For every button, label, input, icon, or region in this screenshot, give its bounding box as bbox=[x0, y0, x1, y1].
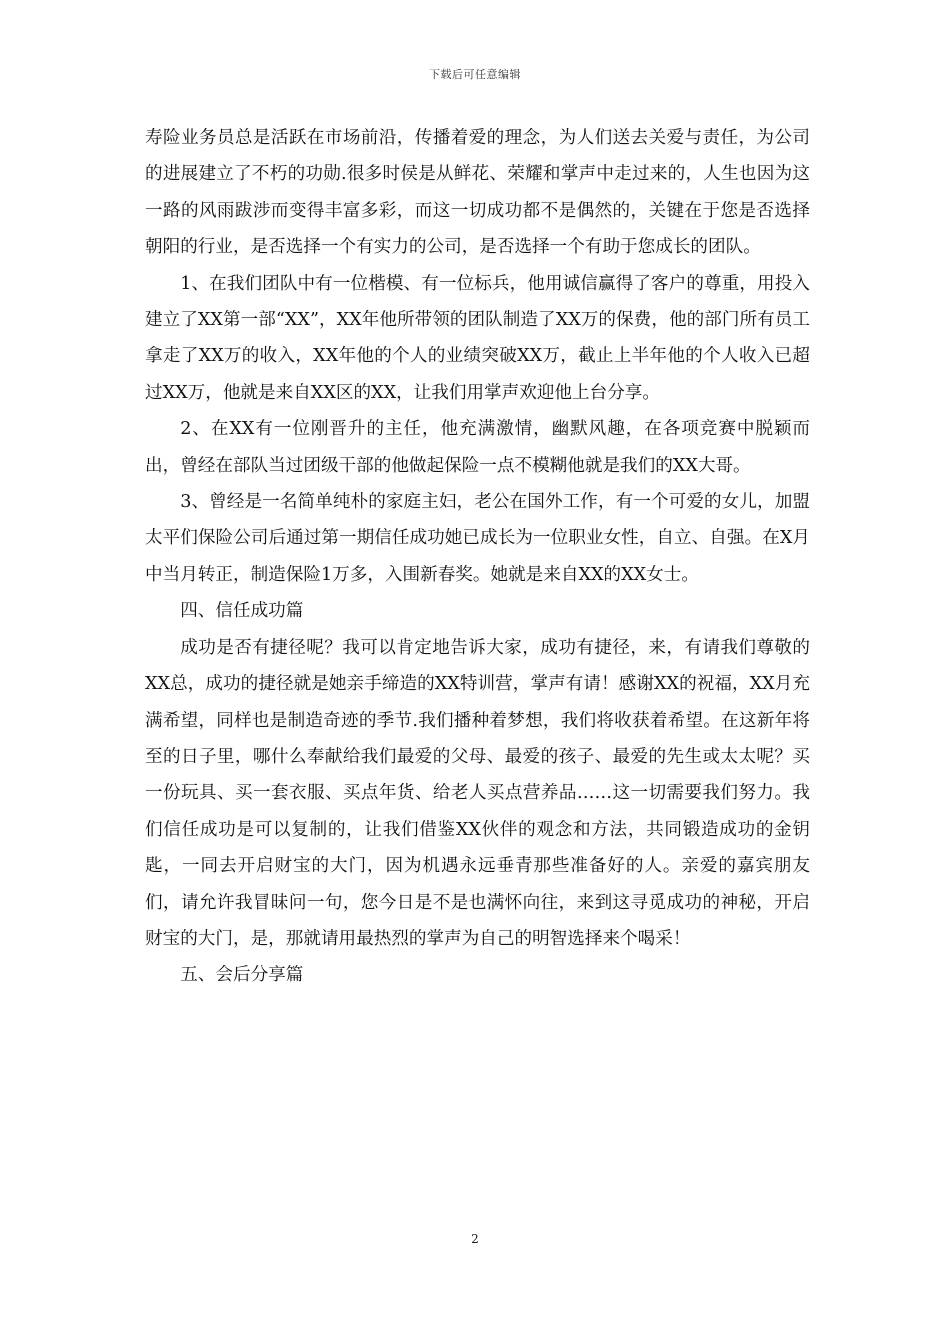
section-heading-post-meeting-sharing: 五、会后分享篇 bbox=[180, 965, 304, 986]
document-body bbox=[145, 120, 810, 994]
section-heading-trust-success: 四、信任成功篇 bbox=[180, 601, 304, 622]
paragraph-item-2: 2、在XX有一位刚晋升的主任，他充满激情，幽默风趣，在各项竞赛中脱颖而出，曾经在部队当过团级干部的他做起保险一点不模糊他就是我们的XX大哥。 bbox=[145, 419, 810, 476]
paragraph-item-1: 1、在我们团队中有一位楷模、有一位标兵，他用诚信赢得了客户的尊重，用投入建立了XX第一部“XX”，XX年他所带领的团队制造了XX万的保费，他的部门所有员工拿走了XX万的收入，XX年他的个人的业绩突破XX万，截止上半年他的个人收入已超过XX万，他就是来自XX区的XX，让我们用掌声欢迎他上台分享。 bbox=[145, 273, 810, 403]
paragraph-trust-success: 成功是否有捷径呢？我可以肯定地告诉大家，成功有捷径，来，有请我们尊敬的XX总，成功的捷径就是她亲手缔造的XX特训营，掌声有请！感谢XX的祝福，XX月充满希望，同样也是制造奇迹的季节.我们播种着梦想，我们将收获着希望。在这新年将至的日子里，哪什么奉献给我们最爱的父母、最爱的孩子、最爱的先生或太太呢？买一份玩具、买一套衣服、买点年货、给老人买点营养品……这一切需要我们努力。我们信任成功是可以复制的，让我们借鉴XX伙伴的观念和方法，共同锻造成功的金钥匙，一同去开启财宝的大门，因为机遇永远垂青那些准备好的人。亲爱的嘉宾朋友们，请允许我冒昧问一句，您今日是不是也满怀向往，来到这寻觅成功的神秘，开启财宝的大门，是，那就请用最热烈的掌声为自己的明智选择来个喝采！ bbox=[145, 637, 810, 949]
paragraph-intro: 寿险业务员总是活跃在市场前沿，传播着爱的理念，为人们送去关爱与责任，为公司的进展建立了不朽的功勋.很多时侯是从鲜花、荣耀和掌声中走过来的，人生也因为这一路的风雨跋涉而变得丰富多彩，而这一切成功都不是偶然的，关键在于您是否选择朝阳的行业，是否选择一个有实力的公司，是否选择一个有助于您成长的团队。 bbox=[145, 128, 810, 258]
page-number: 2 bbox=[471, 1232, 479, 1246]
page-header-note: 下载后可任意编辑 bbox=[429, 68, 521, 81]
paragraph-item-3: 3、曾经是一名简单纯朴的家庭主妇，老公在国外工作，有一个可爱的女儿，加盟太平们保险公司后通过第一期信任成功她已成长为一位职业女性，自立、自强。在X月中当月转正，制造保险1万多，入围新春奖。她就是来自XX的XX女士。 bbox=[145, 492, 810, 585]
